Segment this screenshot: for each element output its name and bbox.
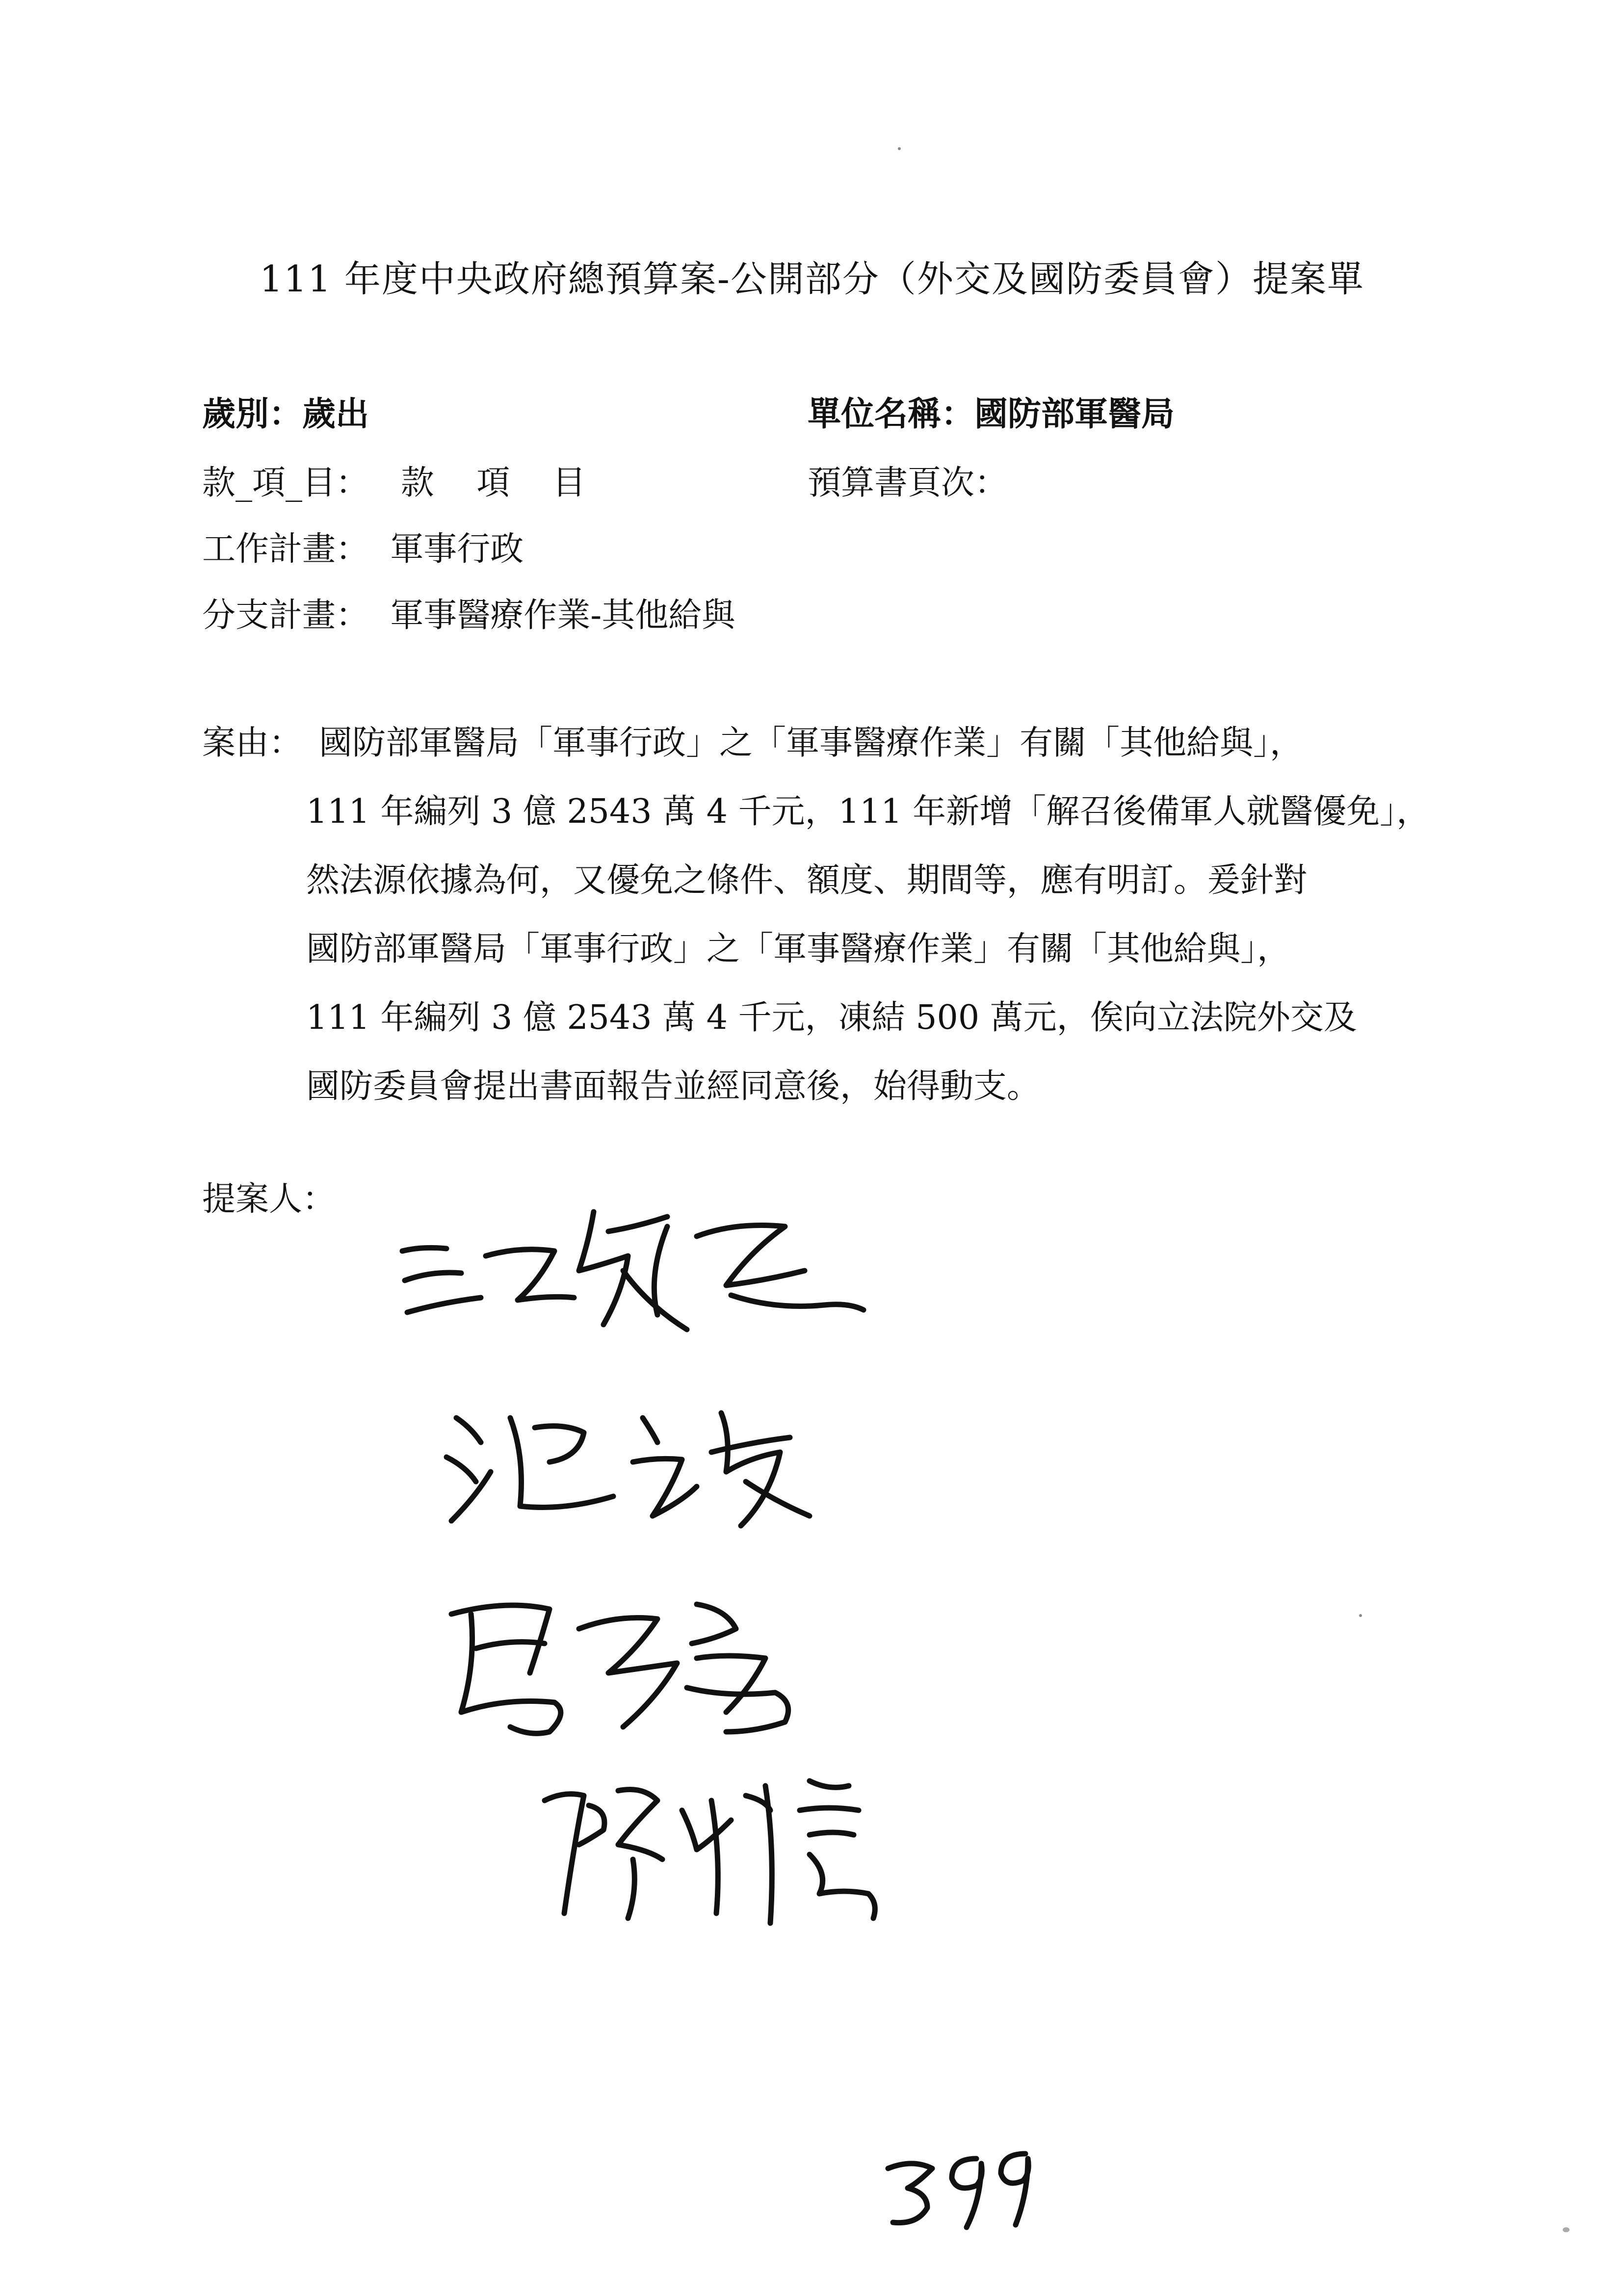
case-line-4: 國防部軍醫局「軍事行政」之「軍事醫療作業」有關「其他給與」，	[306, 930, 1291, 968]
case-line-2: 111 年編列 3 億 2543 萬 4 千元，111 年新增「解召後備軍人就醫優免」，	[306, 792, 1430, 831]
case-line-5: 111 年編列 3 億 2543 萬 4 千元，凍結 500 萬元，俟向立法院外交及	[306, 998, 1357, 1037]
signature-3	[432, 1585, 824, 1747]
case-label: 案由：	[202, 724, 303, 762]
scan-speck	[1359, 1614, 1362, 1617]
item-field: 款_項_目： 款 項 目	[202, 464, 586, 502]
unit-field: 單位名稱：國防部軍醫局	[808, 394, 1175, 434]
work-plan-field: 工作計畫： 軍事行政	[202, 530, 524, 569]
document-title: 111 年度中央政府總預算案-公開部分（外交及國防委員會）提案單	[260, 258, 1364, 300]
case-line-6: 國防委員會提出書面報告並經同意後，始得動支。	[306, 1067, 1041, 1106]
budget-page-field: 預算書頁次：	[808, 464, 1008, 502]
category-field: 歲別：歲出	[202, 394, 369, 434]
scan-speck	[898, 147, 901, 150]
scan-speck	[1563, 2227, 1570, 2232]
page-number-handwriting-icon	[878, 2139, 1040, 2232]
page-number	[878, 2139, 1040, 2232]
case-line-3: 然法源依據為何，又優免之條件、額度、期間等，應有明訂。爰針對	[306, 861, 1308, 900]
signature-4	[535, 1771, 917, 1928]
signature-2	[437, 1398, 829, 1540]
proposer-label: 提案人：	[202, 1180, 336, 1219]
sub-plan-field: 分支計畫： 軍事醫療作業-其他給與	[202, 596, 735, 635]
case-line-1: 國防部軍醫局「軍事行政」之「軍事醫療作業」有關「其他給與」，	[319, 724, 1304, 762]
signature-1	[393, 1197, 873, 1344]
